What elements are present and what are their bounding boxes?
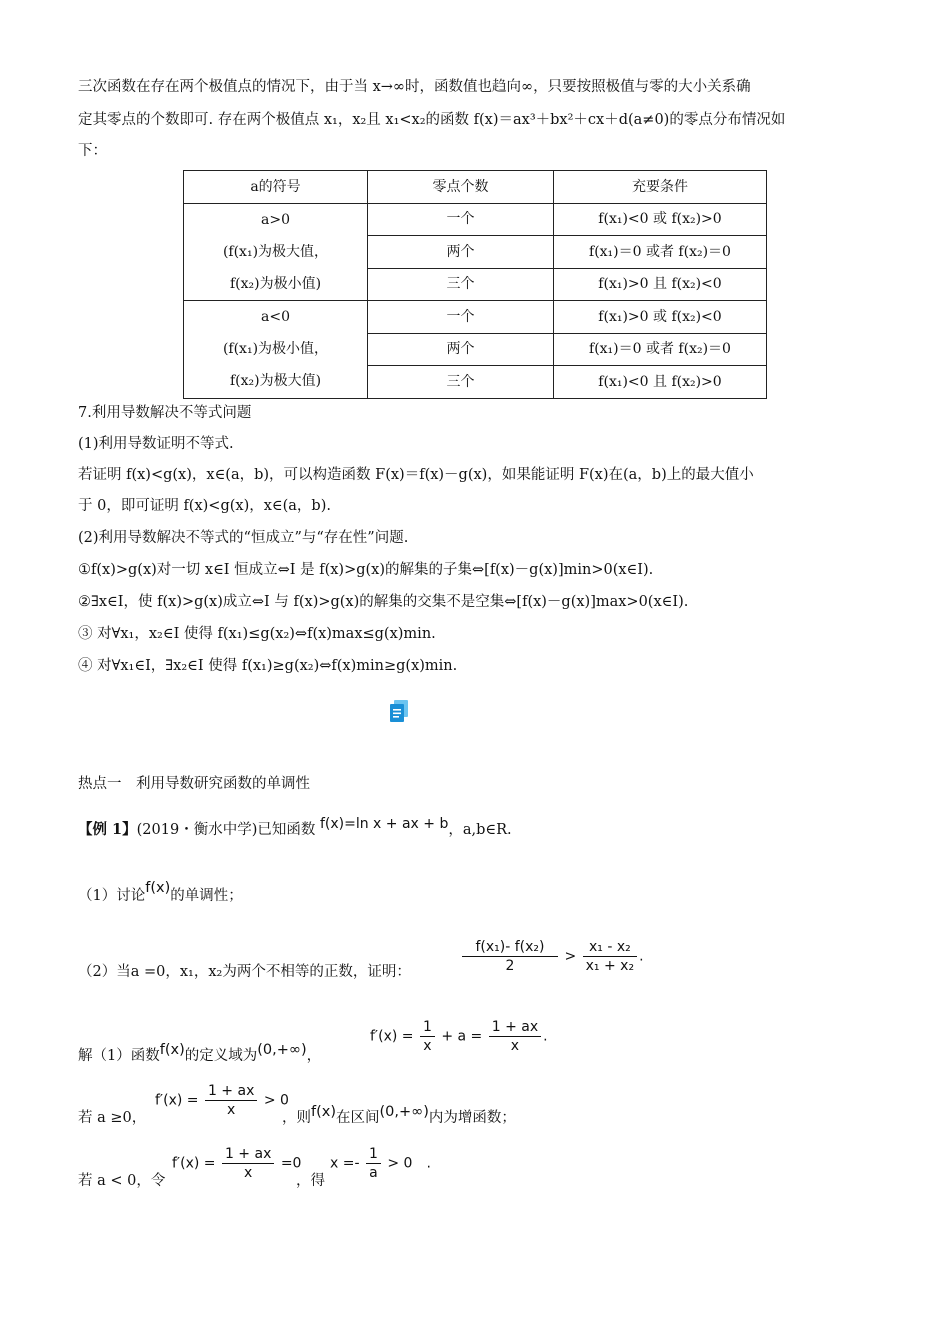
sol3-derivative-label: f′(x) =	[172, 1155, 216, 1172]
sign-cell-negative	[184, 301, 368, 399]
condition-cell: f(x₁)＝0 或者 f(x₂)＝0	[554, 333, 767, 366]
table-header: 零点个数	[368, 171, 554, 204]
sign-cell-positive	[184, 203, 368, 301]
sol2-derivative-label: f′(x) =	[155, 1092, 199, 1109]
condition-cell: f(x₁)<0 或 f(x₂)>0	[554, 203, 767, 236]
sol2-derivative	[155, 1082, 289, 1119]
sign-text: (f(x₁)为极小值，	[222, 341, 329, 358]
document-icon	[390, 700, 410, 722]
sol2-function: f(x)	[311, 1104, 336, 1120]
question-2	[78, 960, 411, 981]
sign-text: a<0	[261, 309, 290, 326]
sol1-numerator-1: 1	[420, 1018, 435, 1037]
sol1-derivative: f′(x) = $\frac{1}{x}$ + a = $\frac{1 + ax}{x}$ .	[370, 1019, 548, 1054]
sol2-suffix: 内为增函数；	[428, 1110, 516, 1126]
q2-left-denominator: 2	[505, 958, 515, 974]
q2-right-denominator: x₁ + x₂	[585, 958, 635, 974]
sol1-domain: (0,+∞)	[257, 1042, 307, 1058]
q2-greater: >	[564, 948, 577, 965]
sol2-prefix: 若 a ≥0，	[78, 1110, 147, 1126]
sign-text: f(x₂)为极小值)	[229, 275, 322, 292]
sol2-fraction	[205, 1082, 257, 1119]
sol3-result: x =- $\frac{1}{a}$ > 0 .	[330, 1146, 431, 1181]
section-7-item-2: ②∃x∈I，使 f(x)>g(x)成立⇔I 与 f(x)>g(x)的解集的交集不是空集⇔[f(x)－g(x)]max>0(x∈I).	[78, 594, 689, 610]
sol3-result-denominator: a	[369, 1165, 378, 1181]
section-7-p1: (1)利用导数证明不等式.	[78, 436, 234, 452]
example-label: 【例 1】	[78, 821, 137, 838]
intro-line-3: 下：	[78, 143, 107, 159]
sol3-derivative	[172, 1145, 301, 1182]
example-source: (2019・衡水中学)已知函数	[136, 822, 316, 838]
sol1-prefix: 解（1）函数	[78, 1048, 160, 1064]
sol1-derivative-label: f′(x) =	[370, 1028, 414, 1045]
q1-function: f(x)	[145, 880, 171, 896]
solution-line-3	[78, 1169, 165, 1190]
sol3-greater: > 0	[387, 1155, 413, 1172]
sol3-result-fraction	[366, 1145, 381, 1182]
sign-text: a>0	[261, 211, 290, 228]
count-cell: 三个	[368, 366, 554, 399]
sol2-numerator: 1 + ax	[205, 1082, 257, 1101]
sol1-fraction-1	[420, 1018, 435, 1055]
q2-inequality: $\frac{\text{f(x₁)- f(x₂)}}{2}$ > $\frac{\text{x₁ - x₂}}{\text{x₁ + x₂}}$ .	[460, 938, 644, 975]
section-7-item-4: ④ 对∀x₁∈I，∃x₂∈I 使得 f(x₁)≥g(x₂)⇔f(x)min≥g(x)min.	[78, 658, 458, 674]
q2-text: a =0，x₁，x₂为两个不相等的正数，证明：	[130, 964, 411, 980]
table-header: 充要条件	[554, 171, 767, 204]
sol2-tail	[282, 1106, 516, 1127]
sol3-numerator: 1 + ax	[222, 1145, 274, 1164]
q2-right-fraction	[583, 938, 637, 975]
sol3-prefix: 若 a < 0，令	[78, 1173, 166, 1189]
intro-line-2: 定其零点的个数即可. 存在两个极值点 x₁，x₂且 x₁<x₂的函数 f(x)＝ax³＋bx²＋cx＋d(a≠0)的零点分布情况如	[78, 112, 786, 128]
sol1-function: f(x)	[159, 1042, 185, 1058]
example-1	[78, 818, 512, 839]
question-1	[78, 880, 243, 905]
q2-right-numerator: x₁ - x₂	[583, 938, 637, 957]
sol2-text: 在区间	[336, 1110, 380, 1126]
solution-line-1: 解（1）函数f(x)的定义域为(0,+∞)，	[78, 1042, 322, 1064]
sol1-denominator-1: x	[423, 1038, 432, 1054]
example-tail: ，a,b∈R.	[448, 822, 512, 838]
sol1-text: 的定义域为	[184, 1048, 258, 1064]
sign-text: (f(x₁)为极大值，	[222, 243, 329, 260]
condition-cell: f(x₁)<0 且 f(x₂)>0	[554, 366, 767, 399]
q2-prefix: （2）当	[78, 964, 131, 980]
sol3-fraction	[222, 1145, 274, 1182]
condition-cell: f(x₁)>0 或 f(x₂)<0	[554, 301, 767, 334]
table-header: a的符号	[184, 171, 368, 204]
section-7-p3: (2)利用导数解决不等式的“恒成立”与“存在性”问题.	[78, 530, 409, 546]
section-7-p2b: 于 0，即可证明 f(x)<g(x)，x∈(a，b).	[78, 498, 331, 514]
q1-suffix: 的单调性；	[170, 888, 243, 904]
condition-cell: f(x₁)＝0 或者 f(x₂)＝0	[554, 236, 767, 269]
sol3-x: x =-	[330, 1155, 360, 1172]
sol3-result-numerator: 1	[366, 1145, 381, 1164]
zero-distribution-table	[183, 170, 767, 399]
sol2-greater: > 0	[263, 1092, 289, 1109]
section-7-p2a: 若证明 f(x)<g(x)，x∈(a，b)，可以构造函数 F(x)＝f(x)－g(x)，如果能证明 F(x)在(a，b)上的最大值小	[78, 467, 754, 483]
count-cell: 两个	[368, 236, 554, 269]
count-cell: 一个	[368, 203, 554, 236]
sign-text: f(x₂)为极大值)	[229, 373, 322, 390]
sol3-get: ，得	[296, 1173, 325, 1189]
sol2-then: ，则	[282, 1110, 311, 1126]
q2-left-numerator: f(x₁)- f(x₂)	[462, 938, 558, 957]
section-7-item-3: ③ 对∀x₁，x₂∈I 使得 f(x₁)≤g(x₂)⇔f(x)max≤g(x)min.	[78, 626, 436, 642]
hotspot-title: 热点一 利用导数研究函数的单调性	[78, 776, 310, 792]
sol2-denominator: x	[227, 1102, 236, 1118]
count-cell: 两个	[368, 333, 554, 366]
sol3-equals: =0	[280, 1155, 302, 1172]
q1-prefix: （1）讨论	[78, 888, 146, 904]
sol1-fraction-2	[489, 1018, 541, 1055]
count-cell: 一个	[368, 301, 554, 334]
sol1-numerator-2: 1 + ax	[489, 1018, 541, 1037]
count-cell: 三个	[368, 268, 554, 301]
sol1-denominator-2: x	[510, 1038, 520, 1054]
solution-line-2	[78, 1106, 146, 1127]
sol2-domain: (0,+∞)	[379, 1104, 429, 1120]
sol1-plus: + a =	[441, 1028, 483, 1045]
intro-line-1: 三次函数在存在两个极值点的情况下，由于当 x→∞时，函数值也趋向∞，只要按照极值与零的大小关系确	[78, 79, 751, 95]
condition-cell: f(x₁)>0 且 f(x₂)<0	[554, 268, 767, 301]
section-7-title: 7.利用导数解决不等式问题	[78, 405, 252, 421]
section-7-item-1: ①f(x)>g(x)对一切 x∈I 恒成立⇔I 是 f(x)>g(x)的解集的子集⇔[f(x)－g(x)]min>0(x∈I).	[78, 562, 654, 578]
example-function: f(x)=ln x + ax + b	[319, 816, 449, 832]
q2-left-fraction	[462, 938, 558, 975]
sol3-denominator: x	[244, 1165, 253, 1181]
